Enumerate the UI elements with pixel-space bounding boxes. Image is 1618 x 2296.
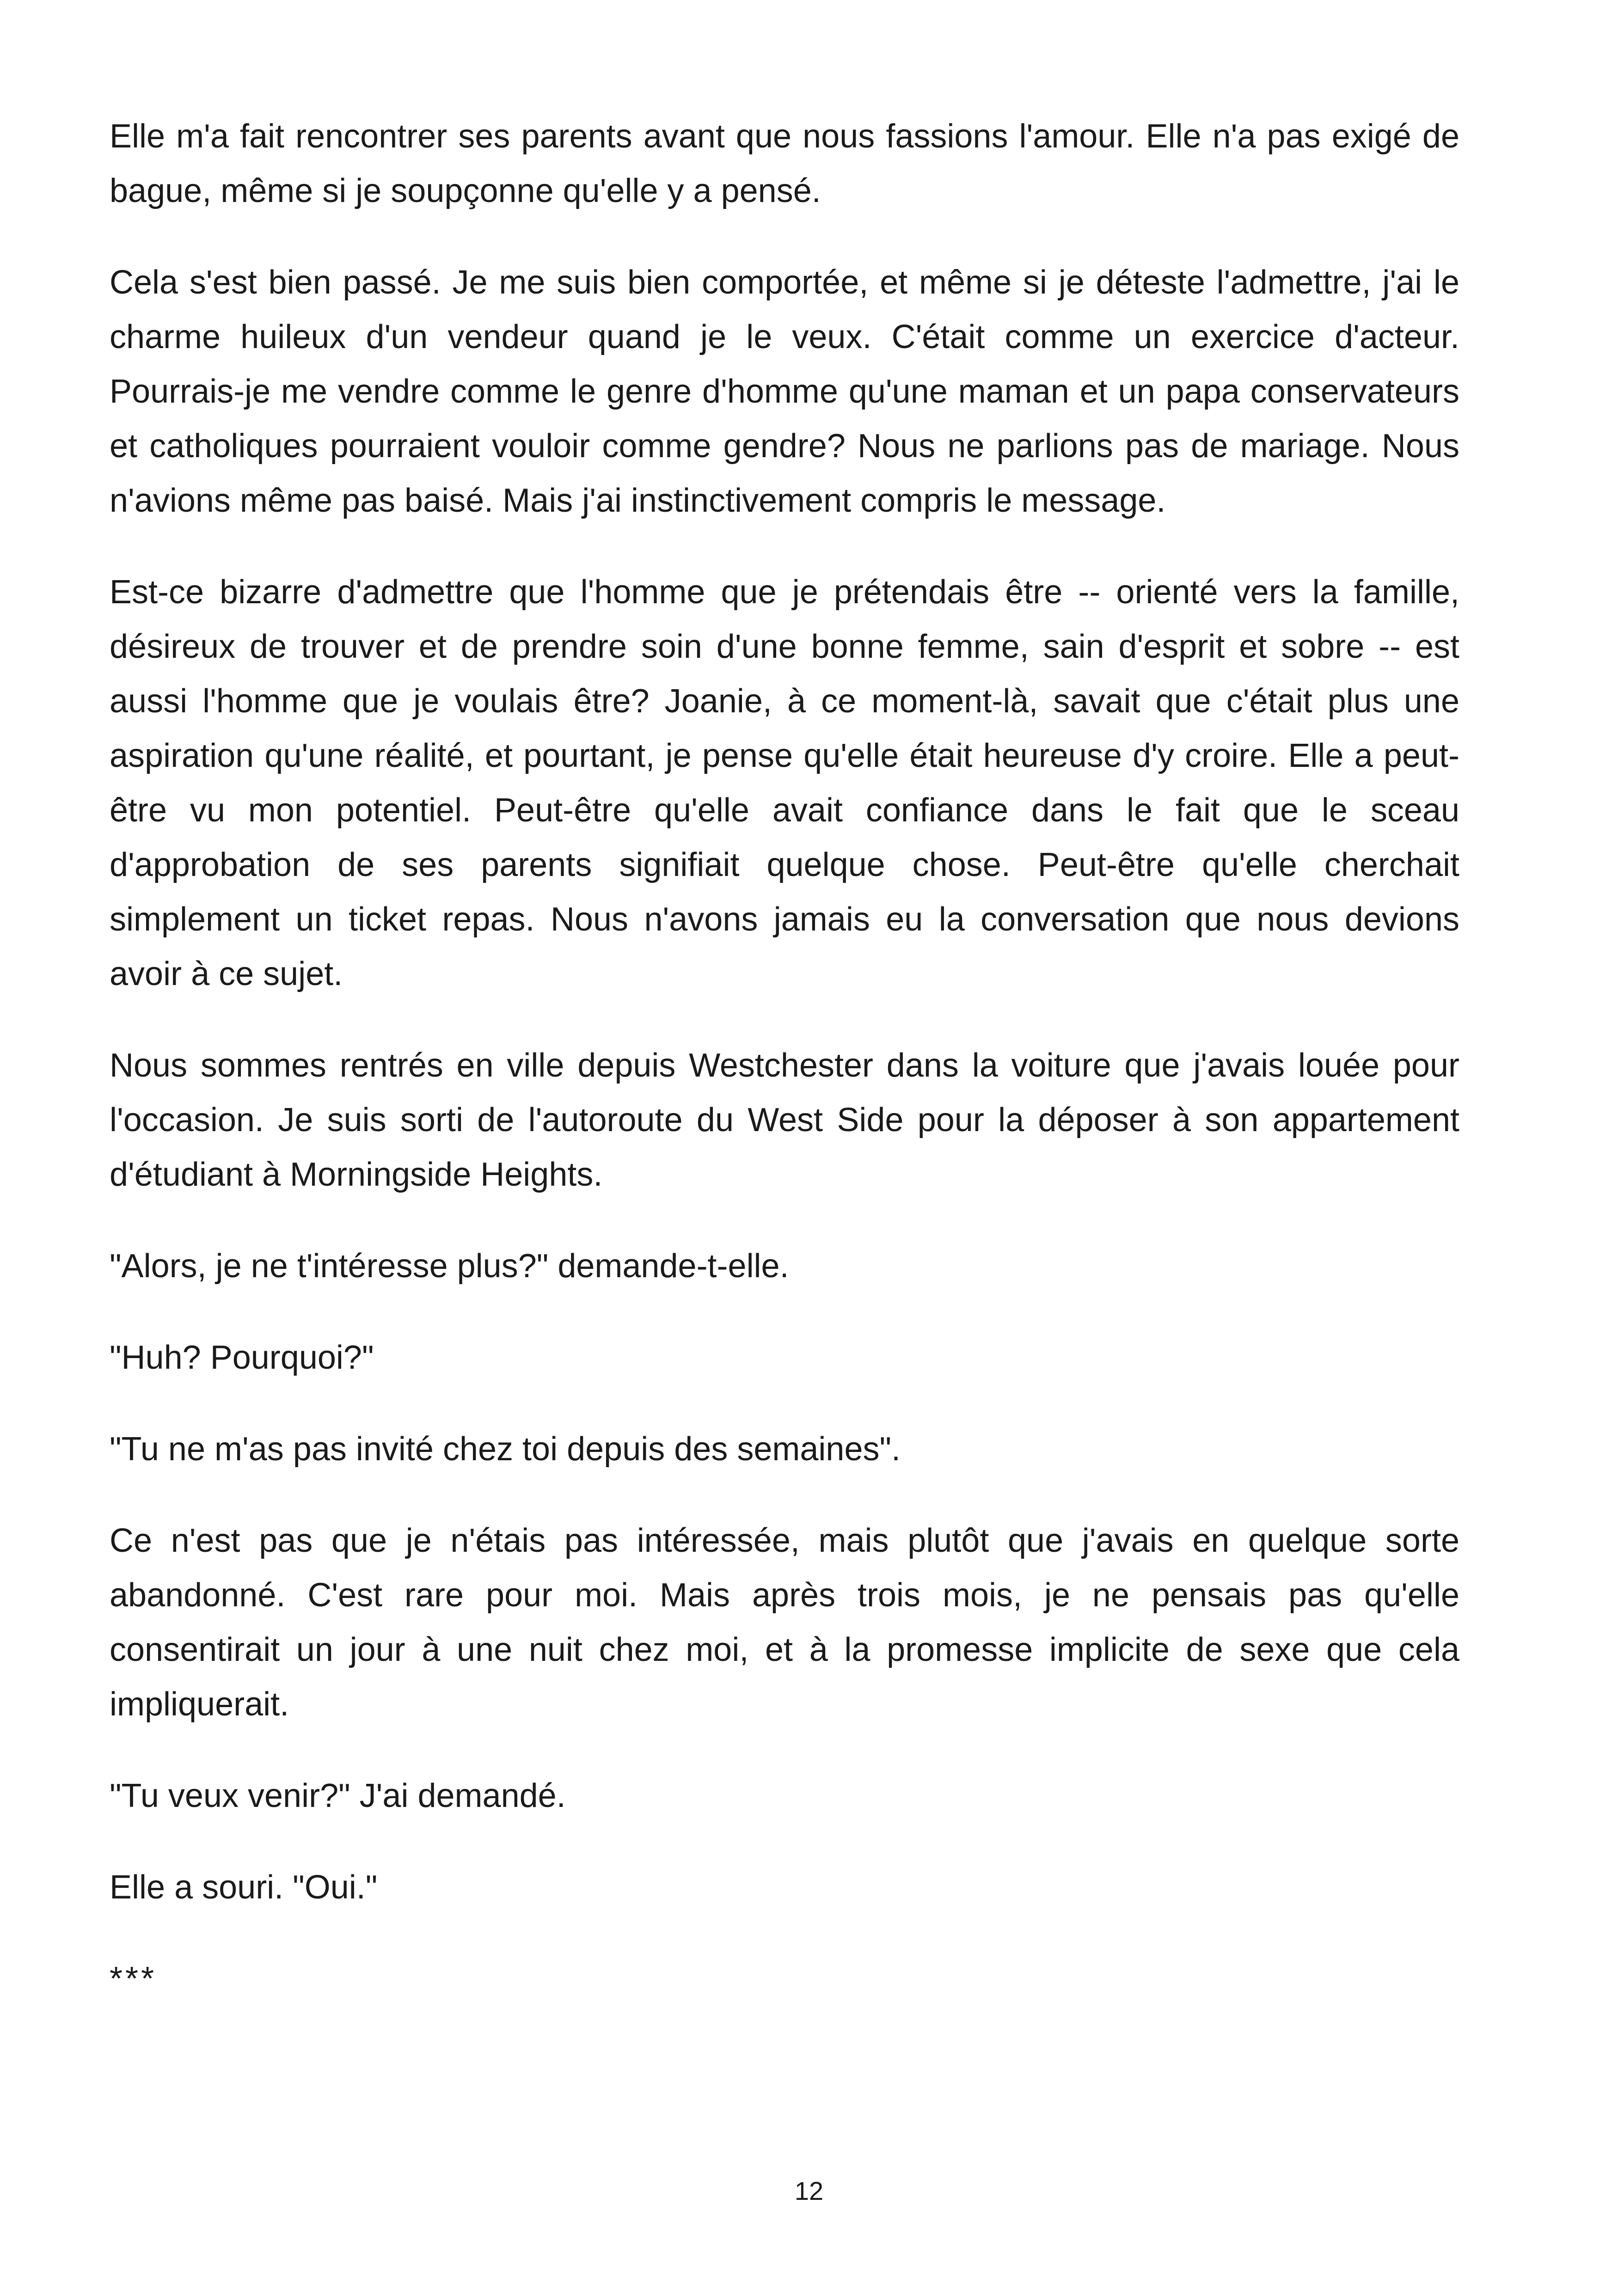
paragraph-3: Est-ce bizarre d'admettre que l'homme que je prétendais être -- orienté vers la famille, désireux de trouver et de prendre soin d'une bonne femme, sain d'esprit et sobre -- est aussi l'homme que je voulais être? Joanie, à ce moment-là, savait que c'était plus une aspiration qu'une réalité, et pourtant, je pense qu'elle était heureuse d'y croire. Elle a peut-être vu mon potentiel. Peut-être qu'elle avait confiance dans le fait que le sceau d'approbation de ses parents signifiait quelque chose. Peut-être qu'elle cherchait simplement un ticket repas. Nous n'avons jamais eu la conversation que nous devions avoir à ce sujet. bbox=[110, 574, 1459, 992]
section-separator: *** bbox=[110, 1960, 157, 1997]
text-body bbox=[110, 109, 1459, 2006]
paragraph-9: "Tu veux venir?" J'ai demandé. bbox=[110, 1777, 566, 1814]
paragraph-5: "Alors, je ne t'intéresse plus?" demande-t-elle. bbox=[110, 1248, 789, 1285]
paragraph-8: Ce n'est pas que je n'étais pas intéressée, mais plutôt que j'avais en quelque sorte abandonné. C'est rare pour moi. Mais après trois mois, je ne pensais pas qu'elle consentirait un jour à une nuit chez moi, et à la promesse implicite de sexe que cela impliquerait. bbox=[110, 1522, 1459, 1723]
paragraph-4: Nous sommes rentrés en ville depuis Westchester dans la voiture que j'avais louée pour l'occasion. Je suis sorti de l'autoroute du West Side pour la déposer à son appartement d'étudiant à Morningside Heights. bbox=[110, 1047, 1459, 1193]
paragraph-2: Cela s'est bien passé. Je me suis bien comportée, et même si je déteste l'admettre, j'ai le charme huileux d'un vendeur quand je le veux. C'était comme un exercice d'acteur. Pourrais-je me vendre comme le genre d'homme qu'une maman et un papa conservateurs et catholiques pourraient vouloir comme gendre? Nous ne parlions pas de mariage. Nous n'avions même pas baisé. Mais j'ai instinctivement compris le message. bbox=[110, 264, 1459, 519]
paragraph-7: "Tu ne m'as pas invité chez toi depuis des semaines". bbox=[110, 1431, 901, 1468]
page-number: 12 bbox=[794, 2176, 824, 2205]
paragraph-10: Elle a souri. "Oui." bbox=[110, 1869, 378, 1906]
paragraph-1: Elle m'a fait rencontrer ses parents avant que nous fassions l'amour. Elle n'a pas exigé de bague, même si je soupçonne qu'elle y a pensé. bbox=[110, 118, 1459, 209]
paragraph-6: "Huh? Pourquoi?" bbox=[110, 1339, 374, 1376]
